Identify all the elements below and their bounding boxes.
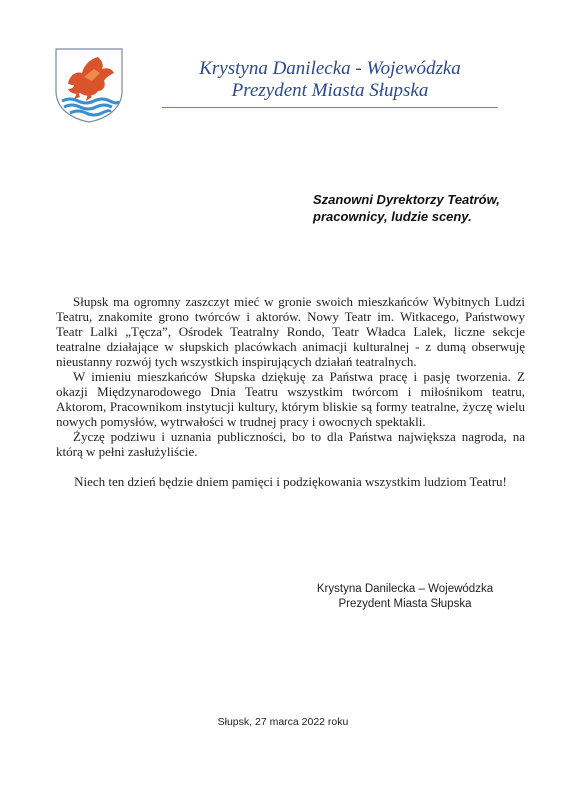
letterhead-name: Krystyna Danilecka - Wojewódzka: [199, 58, 461, 79]
letter-body: [56, 294, 525, 489]
letterhead-divider: [162, 107, 498, 108]
signature-position: Prezydent Miasta Słupska: [338, 598, 472, 610]
city-crest-griffin-icon: [54, 47, 124, 123]
letterhead: [162, 58, 498, 102]
signature-name: Krystyna Danilecka – Wojewódzka: [316, 583, 494, 595]
body-paragraph-2: W imieniu mieszkańców Słupska dziękuję za Państwa pracę i pasję tworzenia. Z okazji Międzynarodowego Dnia Teatru wszystkim twórcom i miłośnikom teatru, Aktorom, Pracownikom instytucji kultury, którym bliskie są formy teatralne, życzę wielu nowych pomysłów, wytrwałości w trudnej pracy i owocnych spektakli.: [56, 369, 525, 429]
body-paragraph-1: Słupsk ma ogromny zaszczyt mieć w gronie swoich mieszkańców Wybitnych Ludzi Teatru, znakomite grono twórców i aktorów. Nowy Teatr im. Witkacego, Państwowy Teatr Lalki „Tęcza”, Ośrodek Teatralny Rondo, Teatr Władca Lalek, liczne sekcje teatralne działające w słupskich placówkach animacji kulturalnej - z dumą obserwuję nieustanny rozwój tych wszystkich inspirujących działań teatralnych.: [56, 294, 525, 369]
salutation: [313, 191, 543, 225]
body-paragraph-4: Niech ten dzień będzie dniem pamięci i podziękowania wszystkim ludziom Teatru!: [74, 474, 507, 489]
letterhead-position: Prezydent Miasta Słupska: [231, 80, 429, 101]
salutation-line-2: pracownicy, ludzie sceny.: [313, 209, 472, 224]
signature-block: [300, 582, 510, 612]
place-and-date: Słupsk, 27 marca 2022 roku: [217, 716, 349, 728]
salutation-line-1: Szanowni Dyrektorzy Teatrów,: [313, 192, 500, 207]
body-paragraph-3: Życzę podziwu i uznania publiczności, bo to dla Państwa największa nagroda, na którą w pełni zasłużyliście.: [56, 429, 525, 459]
